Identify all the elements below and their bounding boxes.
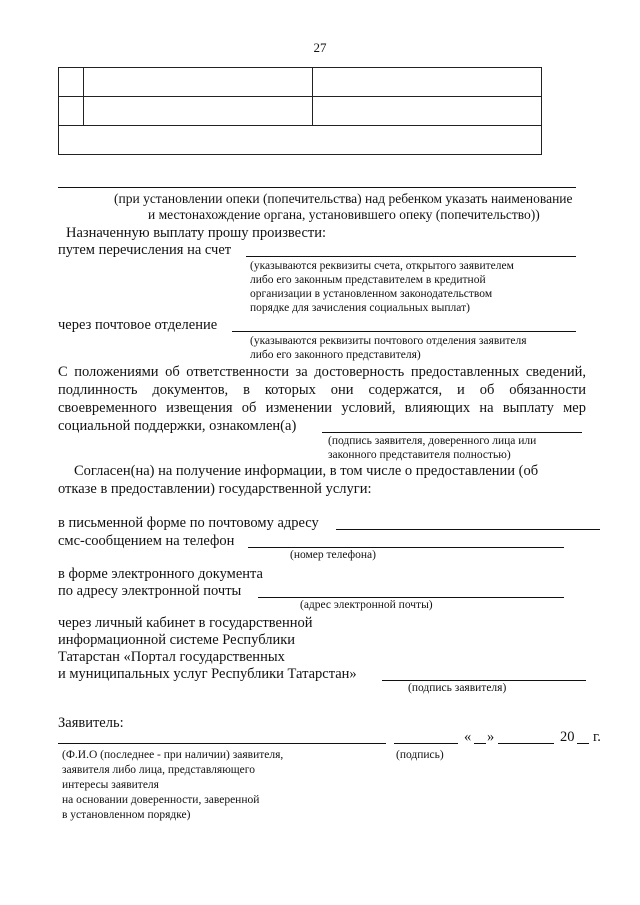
date-year-suffix: г. — [593, 729, 601, 745]
cabinet-line4: и муниципальных услуг Республики Татарстан» — [58, 666, 357, 682]
responsibility-line3: своевременного извещения об изменении условий, влияющих на выплату мер — [58, 400, 586, 416]
table-cell — [84, 68, 313, 97]
guardianship-input-line[interactable] — [58, 187, 576, 188]
cabinet-line3: Татарстан «Портал государственных — [58, 649, 285, 665]
fio-hint-5: в установленном порядке) — [62, 809, 191, 821]
post-hint-2: либо его законного представителя) — [250, 349, 421, 361]
data-table — [58, 67, 542, 155]
applicant-label: Заявитель: — [58, 715, 124, 731]
date-open-quote: « — [464, 729, 472, 745]
table-cell — [59, 126, 542, 155]
date-month-line[interactable] — [498, 743, 554, 744]
electronic-label-2: по адресу электронной почты — [58, 583, 242, 599]
table-cell — [313, 68, 542, 97]
electronic-label-1: в форме электронного документа — [58, 566, 263, 582]
responsibility-line1: С положениями об ответственности за достоверность предоставленных сведений, — [58, 364, 586, 380]
responsibility-line2: подлинность документов, в которых они содержатся, и об обязанности — [58, 382, 586, 398]
date-day-line[interactable] — [474, 743, 486, 744]
table-cell — [313, 97, 542, 126]
table-cell — [59, 97, 84, 126]
page-number: 27 — [313, 40, 327, 55]
bank-label: путем перечисления на счет — [58, 242, 232, 258]
cabinet-line2: информационной системе Республики — [58, 632, 296, 648]
table-row — [59, 68, 542, 97]
payment-intro: Назначенную выплату прошу произвести: — [66, 225, 327, 241]
fio-hint-1: (Ф.И.О (последнее - при наличии) заявителя, — [62, 749, 284, 761]
post-office-line[interactable] — [232, 331, 576, 332]
cabinet-signature-hint: (подпись заявителя) — [408, 682, 507, 694]
date-year-line[interactable] — [577, 743, 589, 744]
applicant-name-line[interactable] — [58, 743, 386, 744]
bank-hint-2: либо его законным представителем в кредитной — [250, 274, 486, 286]
bank-hint-1: (указываются реквизиты счета, открытого заявителем — [250, 260, 514, 272]
email-hint: (адрес электронной почты) — [300, 599, 433, 611]
bank-hint-3: организации в установленном законодательством — [250, 288, 493, 300]
post-label: через почтовое отделение — [58, 317, 218, 333]
table-cell — [59, 68, 84, 97]
table-cell — [84, 97, 313, 126]
consent-line2: отказе в предоставлении) государственной услуги: — [58, 481, 372, 497]
date-close-quote: » — [487, 729, 495, 745]
table-row — [59, 126, 542, 155]
responsibility-line4: социальной поддержки, ознакомлен(а) — [58, 418, 297, 434]
responsibility-signature-line[interactable] — [322, 432, 582, 433]
fio-hint-3: интересы заявителя — [62, 779, 159, 791]
phone-hint: (номер телефона) — [290, 549, 376, 561]
bank-hint-4: порядке для зачисления социальных выплат) — [250, 302, 470, 314]
postal-address-line[interactable] — [336, 529, 600, 530]
sms-label: смс-сообщением на телефон — [58, 533, 235, 549]
cabinet-line1: через личный кабинет в государственной — [58, 615, 313, 631]
date-year-prefix: 20 — [560, 729, 575, 745]
sign-hint: (подпись) — [396, 749, 444, 761]
guardianship-note-line2: и местонахождение органа, установившего опеку (попечительство)) — [148, 207, 540, 222]
applicant-signature-line[interactable] — [394, 743, 458, 744]
responsibility-hint-2: законного представителя полностью) — [328, 449, 511, 461]
fio-hint-2: заявителя либо лица, представляющего — [62, 764, 255, 776]
guardianship-note-line1: (при установлении опеки (попечительства) над ребенком указать наименование — [114, 191, 573, 206]
table-row — [59, 97, 542, 126]
fio-hint-4: на основании доверенности, заверенной — [62, 794, 260, 806]
consent-line1: Согласен(на) на получение информации, в том числе о предоставлении (об — [74, 463, 539, 479]
written-label: в письменной форме по почтовому адресу — [58, 515, 319, 531]
bank-account-line[interactable] — [246, 256, 576, 257]
post-hint-1: (указываются реквизиты почтового отделения заявителя — [250, 335, 527, 347]
responsibility-hint-1: (подпись заявителя, доверенного лица или — [328, 435, 537, 447]
